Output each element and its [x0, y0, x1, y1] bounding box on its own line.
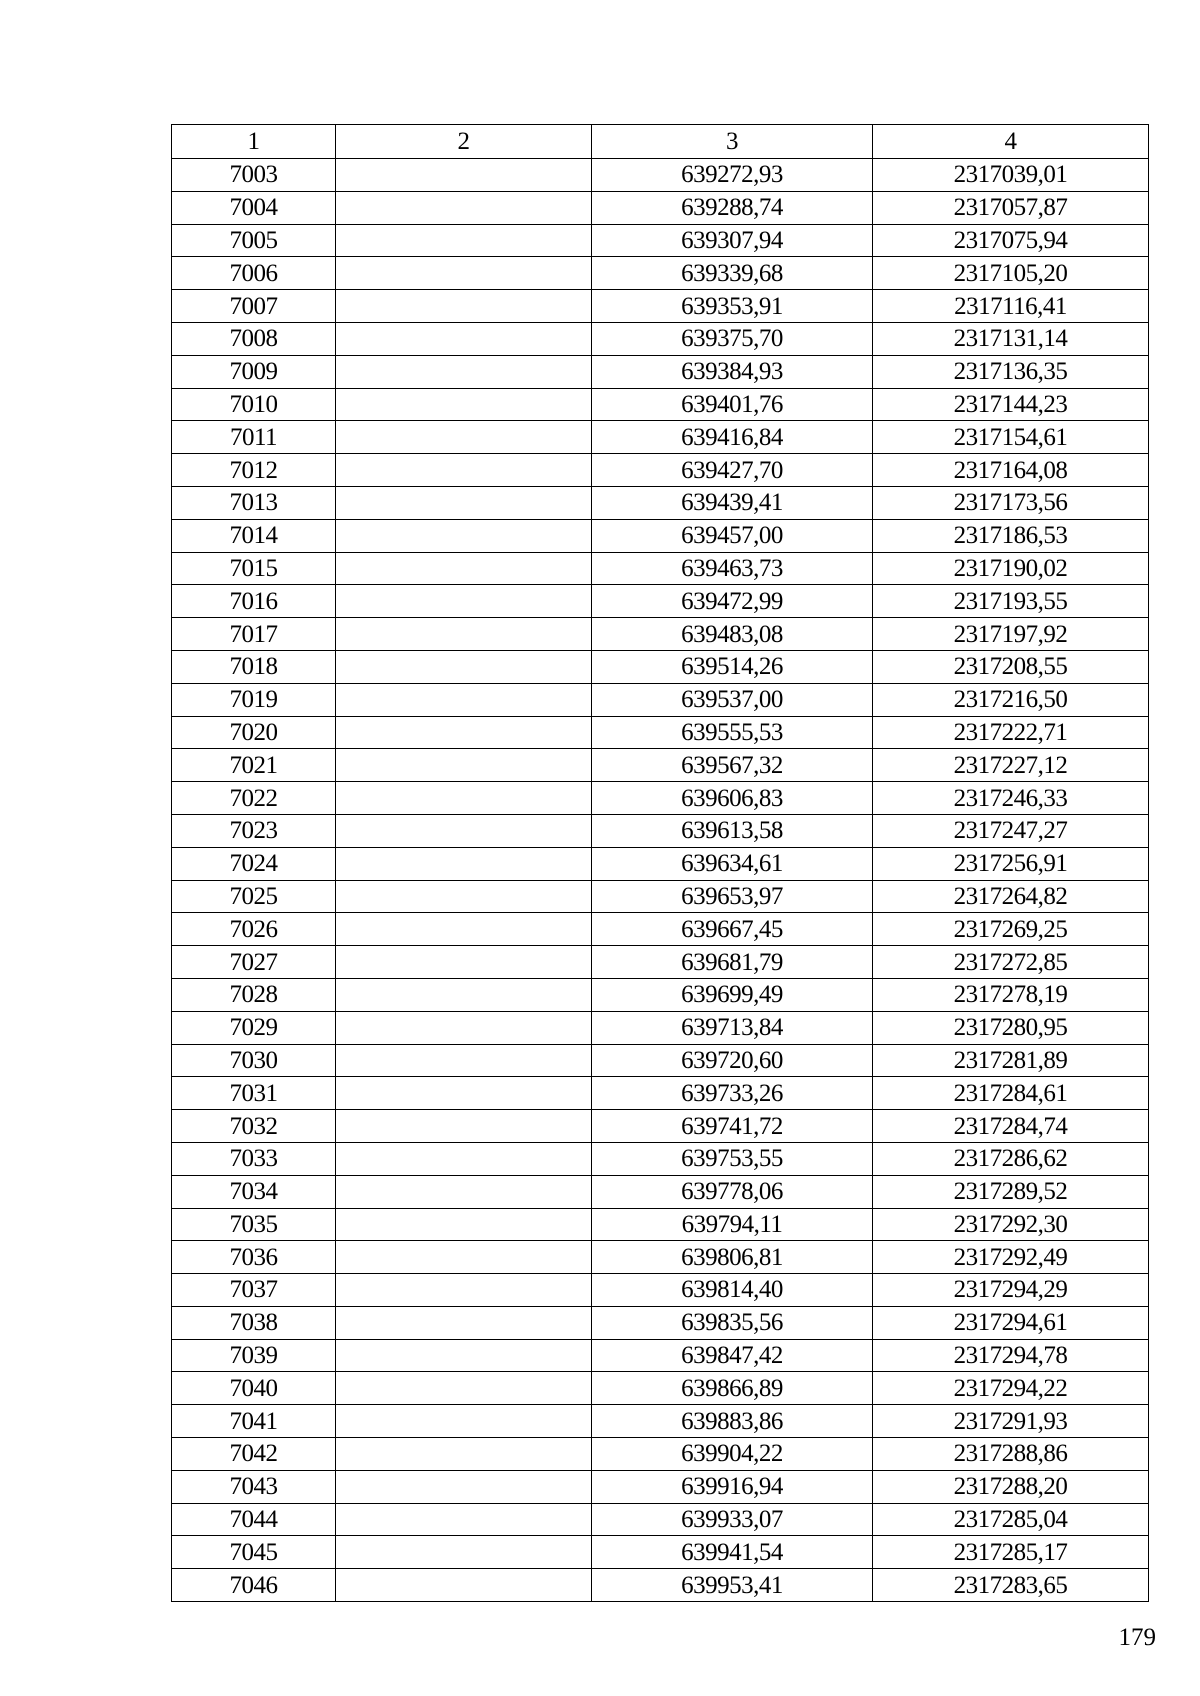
- table-cell: [336, 1175, 592, 1208]
- table-row: [172, 191, 1149, 224]
- table-cell: 639866,89: [592, 1372, 873, 1405]
- table-cell: 2317284,61: [873, 1077, 1149, 1110]
- table-cell: [336, 1405, 592, 1438]
- table-cell: [336, 782, 592, 815]
- table-cell: 2317136,35: [873, 355, 1149, 388]
- table-row: [172, 880, 1149, 913]
- table-cell: [336, 814, 592, 847]
- table-cell: 7043: [172, 1470, 336, 1503]
- table-row: [172, 749, 1149, 782]
- table-row: [172, 388, 1149, 421]
- table-cell: 2317193,55: [873, 585, 1149, 618]
- table-cell: 7028: [172, 978, 336, 1011]
- table-cell: 639483,08: [592, 618, 873, 651]
- table-cell: 639933,07: [592, 1503, 873, 1536]
- table-cell: [336, 486, 592, 519]
- table-cell: 7045: [172, 1536, 336, 1569]
- table-cell: [336, 1339, 592, 1372]
- table-cell: 2317246,33: [873, 782, 1149, 815]
- header-row: [172, 125, 1149, 159]
- table-cell: 7012: [172, 454, 336, 487]
- table-cell: [336, 1241, 592, 1274]
- table-cell: 2317256,91: [873, 847, 1149, 880]
- table-cell: 7035: [172, 1208, 336, 1241]
- table-cell: 7025: [172, 880, 336, 913]
- table-cell: [336, 946, 592, 979]
- table-cell: 7019: [172, 683, 336, 716]
- table-cell: [336, 1306, 592, 1339]
- table-row: [172, 1372, 1149, 1405]
- table-cell: 2317216,50: [873, 683, 1149, 716]
- table-cell: [336, 1044, 592, 1077]
- table-cell: 7023: [172, 814, 336, 847]
- table-cell: [336, 322, 592, 355]
- table-row: [172, 1044, 1149, 1077]
- table-body: [172, 159, 1149, 1602]
- table-cell: [336, 1208, 592, 1241]
- table-cell: 7018: [172, 650, 336, 683]
- table-row: [172, 486, 1149, 519]
- table-cell: 2317294,61: [873, 1306, 1149, 1339]
- coordinates-table: [171, 124, 1149, 1602]
- table-cell: 7044: [172, 1503, 336, 1536]
- table-row: [172, 814, 1149, 847]
- table-cell: 7008: [172, 322, 336, 355]
- table-cell: [336, 355, 592, 388]
- table-cell: 639778,06: [592, 1175, 873, 1208]
- table-cell: [336, 421, 592, 454]
- table-cell: [336, 1536, 592, 1569]
- table-row: [172, 978, 1149, 1011]
- table-row: [172, 1470, 1149, 1503]
- table-cell: [336, 749, 592, 782]
- table-cell: 7041: [172, 1405, 336, 1438]
- table-cell: [336, 1077, 592, 1110]
- table-row: [172, 290, 1149, 323]
- table-cell: 2317164,08: [873, 454, 1149, 487]
- table-row: [172, 1208, 1149, 1241]
- table-cell: 2317227,12: [873, 749, 1149, 782]
- table-cell: 639916,94: [592, 1470, 873, 1503]
- table-cell: 7005: [172, 224, 336, 257]
- table-cell: 7026: [172, 913, 336, 946]
- table-cell: 639953,41: [592, 1569, 873, 1602]
- table-cell: 7046: [172, 1569, 336, 1602]
- table-cell: 7031: [172, 1077, 336, 1110]
- column-header: 3: [592, 125, 873, 159]
- table-cell: [336, 1569, 592, 1602]
- table-cell: 639439,41: [592, 486, 873, 519]
- table-cell: 7039: [172, 1339, 336, 1372]
- table-row: [172, 159, 1149, 192]
- table-cell: 7017: [172, 618, 336, 651]
- table-cell: 639353,91: [592, 290, 873, 323]
- table-row: [172, 1241, 1149, 1274]
- table-cell: 639847,42: [592, 1339, 873, 1372]
- table-cell: [336, 683, 592, 716]
- table-cell: 7024: [172, 847, 336, 880]
- table-cell: 639288,74: [592, 191, 873, 224]
- table-cell: [336, 159, 592, 192]
- table-row: [172, 716, 1149, 749]
- table-cell: [336, 880, 592, 913]
- table-cell: 7011: [172, 421, 336, 454]
- table-cell: 2317294,29: [873, 1274, 1149, 1307]
- table-row: [172, 552, 1149, 585]
- table-cell: 7042: [172, 1438, 336, 1471]
- table-cell: 639613,58: [592, 814, 873, 847]
- table-cell: 7036: [172, 1241, 336, 1274]
- table-cell: 7033: [172, 1142, 336, 1175]
- table-row: [172, 1536, 1149, 1569]
- table-cell: 2317105,20: [873, 257, 1149, 290]
- table-cell: 639472,99: [592, 585, 873, 618]
- table-cell: 639904,22: [592, 1438, 873, 1471]
- table-cell: [336, 618, 592, 651]
- table-cell: 639567,32: [592, 749, 873, 782]
- table-cell: 7010: [172, 388, 336, 421]
- table-cell: 639555,53: [592, 716, 873, 749]
- table-cell: [336, 978, 592, 1011]
- table-cell: [336, 191, 592, 224]
- table-cell: 7013: [172, 486, 336, 519]
- table-row: [172, 1011, 1149, 1044]
- table-cell: 2317289,52: [873, 1175, 1149, 1208]
- column-header: 1: [172, 125, 336, 159]
- table-cell: 2317284,74: [873, 1110, 1149, 1143]
- table-cell: [336, 454, 592, 487]
- table-cell: [336, 847, 592, 880]
- table-cell: 2317222,71: [873, 716, 1149, 749]
- table-cell: 2317154,61: [873, 421, 1149, 454]
- table-cell: 2317286,62: [873, 1142, 1149, 1175]
- table-cell: 2317292,49: [873, 1241, 1149, 1274]
- table-cell: 7006: [172, 257, 336, 290]
- table-cell: 639272,93: [592, 159, 873, 192]
- table-cell: 7021: [172, 749, 336, 782]
- table-row: [172, 1438, 1149, 1471]
- table-cell: [336, 1110, 592, 1143]
- table-cell: [336, 1503, 592, 1536]
- table-cell: 639606,83: [592, 782, 873, 815]
- table-cell: [336, 1011, 592, 1044]
- table-cell: 2317116,41: [873, 290, 1149, 323]
- table-cell: 2317283,65: [873, 1569, 1149, 1602]
- table-row: [172, 519, 1149, 552]
- table-cell: 2317269,25: [873, 913, 1149, 946]
- table-row: [172, 1405, 1149, 1438]
- table-cell: 2317057,87: [873, 191, 1149, 224]
- table-cell: [336, 1142, 592, 1175]
- table-row: [172, 257, 1149, 290]
- table-row: [172, 650, 1149, 683]
- table-cell: 639457,00: [592, 519, 873, 552]
- table-cell: 2317186,53: [873, 519, 1149, 552]
- table-cell: 7003: [172, 159, 336, 192]
- table-row: [172, 454, 1149, 487]
- table-row: [172, 1077, 1149, 1110]
- table-cell: 2317075,94: [873, 224, 1149, 257]
- table-row: [172, 322, 1149, 355]
- table-cell: 7007: [172, 290, 336, 323]
- table-cell: 7004: [172, 191, 336, 224]
- table-cell: 2317144,23: [873, 388, 1149, 421]
- table-cell: 7014: [172, 519, 336, 552]
- table-cell: [336, 1470, 592, 1503]
- table-cell: 639681,79: [592, 946, 873, 979]
- table-cell: 639720,60: [592, 1044, 873, 1077]
- table-cell: 639733,26: [592, 1077, 873, 1110]
- table-cell: 639713,84: [592, 1011, 873, 1044]
- table-cell: [336, 519, 592, 552]
- table-cell: 2317272,85: [873, 946, 1149, 979]
- table-cell: 639667,45: [592, 913, 873, 946]
- table-cell: 2317247,27: [873, 814, 1149, 847]
- table-cell: 639753,55: [592, 1142, 873, 1175]
- table-row: [172, 585, 1149, 618]
- table-cell: 639339,68: [592, 257, 873, 290]
- table-cell: 2317208,55: [873, 650, 1149, 683]
- table-cell: 2317173,56: [873, 486, 1149, 519]
- table-cell: 7029: [172, 1011, 336, 1044]
- table-cell: [336, 257, 592, 290]
- table-cell: [336, 290, 592, 323]
- table-row: [172, 1142, 1149, 1175]
- table-cell: 2317294,78: [873, 1339, 1149, 1372]
- table-cell: 2317292,30: [873, 1208, 1149, 1241]
- table-cell: 639835,56: [592, 1306, 873, 1339]
- table-cell: 639883,86: [592, 1405, 873, 1438]
- table-cell: 2317190,02: [873, 552, 1149, 585]
- table-cell: 639537,00: [592, 683, 873, 716]
- table-cell: 2317288,20: [873, 1470, 1149, 1503]
- page-number: 179: [1118, 1624, 1156, 1651]
- table-row: [172, 1110, 1149, 1143]
- table-cell: 2317278,19: [873, 978, 1149, 1011]
- table-row: [172, 1175, 1149, 1208]
- table-cell: [336, 224, 592, 257]
- table-cell: 2317039,01: [873, 159, 1149, 192]
- table-cell: 639427,70: [592, 454, 873, 487]
- table-cell: 2317264,82: [873, 880, 1149, 913]
- column-header: 4: [873, 125, 1149, 159]
- table-cell: 2317288,86: [873, 1438, 1149, 1471]
- table-cell: 2317291,93: [873, 1405, 1149, 1438]
- table-cell: 7016: [172, 585, 336, 618]
- table-row: [172, 1274, 1149, 1307]
- table-cell: 639514,26: [592, 650, 873, 683]
- table-cell: 7037: [172, 1274, 336, 1307]
- table-cell: [336, 585, 592, 618]
- table-cell: 2317197,92: [873, 618, 1149, 651]
- table-row: [172, 946, 1149, 979]
- table-cell: [336, 913, 592, 946]
- table-cell: 639463,73: [592, 552, 873, 585]
- table-cell: 639741,72: [592, 1110, 873, 1143]
- table-cell: [336, 650, 592, 683]
- table-cell: 2317294,22: [873, 1372, 1149, 1405]
- table-cell: 639806,81: [592, 1241, 873, 1274]
- table-cell: 7040: [172, 1372, 336, 1405]
- table-cell: 7020: [172, 716, 336, 749]
- table-cell: 639699,49: [592, 978, 873, 1011]
- table-cell: [336, 1438, 592, 1471]
- table-cell: 7015: [172, 552, 336, 585]
- table-cell: 2317131,14: [873, 322, 1149, 355]
- table-cell: [336, 552, 592, 585]
- table-cell: 2317280,95: [873, 1011, 1149, 1044]
- table-cell: 7038: [172, 1306, 336, 1339]
- table-cell: 7030: [172, 1044, 336, 1077]
- table-cell: [336, 1372, 592, 1405]
- table-cell: 639653,97: [592, 880, 873, 913]
- table-cell: 639416,84: [592, 421, 873, 454]
- table-cell: 2317285,17: [873, 1536, 1149, 1569]
- table-row: [172, 847, 1149, 880]
- table-cell: 7032: [172, 1110, 336, 1143]
- table-row: [172, 1339, 1149, 1372]
- table-cell: 639941,54: [592, 1536, 873, 1569]
- table-cell: 2317281,89: [873, 1044, 1149, 1077]
- table-row: [172, 1569, 1149, 1602]
- table-cell: 639375,70: [592, 322, 873, 355]
- table-row: [172, 1306, 1149, 1339]
- table-cell: 639794,11: [592, 1208, 873, 1241]
- table-row: [172, 618, 1149, 651]
- table-cell: [336, 388, 592, 421]
- table-row: [172, 913, 1149, 946]
- table-cell: 639384,93: [592, 355, 873, 388]
- table-cell: 7027: [172, 946, 336, 979]
- table-row: [172, 224, 1149, 257]
- table-cell: 7022: [172, 782, 336, 815]
- table-cell: [336, 716, 592, 749]
- table-cell: 639814,40: [592, 1274, 873, 1307]
- table-cell: 7034: [172, 1175, 336, 1208]
- table-row: [172, 355, 1149, 388]
- table-row: [172, 1503, 1149, 1536]
- table-cell: 639634,61: [592, 847, 873, 880]
- table-cell: 7009: [172, 355, 336, 388]
- table-row: [172, 421, 1149, 454]
- table-cell: [336, 1274, 592, 1307]
- table-row: [172, 782, 1149, 815]
- column-header: 2: [336, 125, 592, 159]
- table-cell: 639401,76: [592, 388, 873, 421]
- table-row: [172, 683, 1149, 716]
- table-cell: 2317285,04: [873, 1503, 1149, 1536]
- table-cell: 639307,94: [592, 224, 873, 257]
